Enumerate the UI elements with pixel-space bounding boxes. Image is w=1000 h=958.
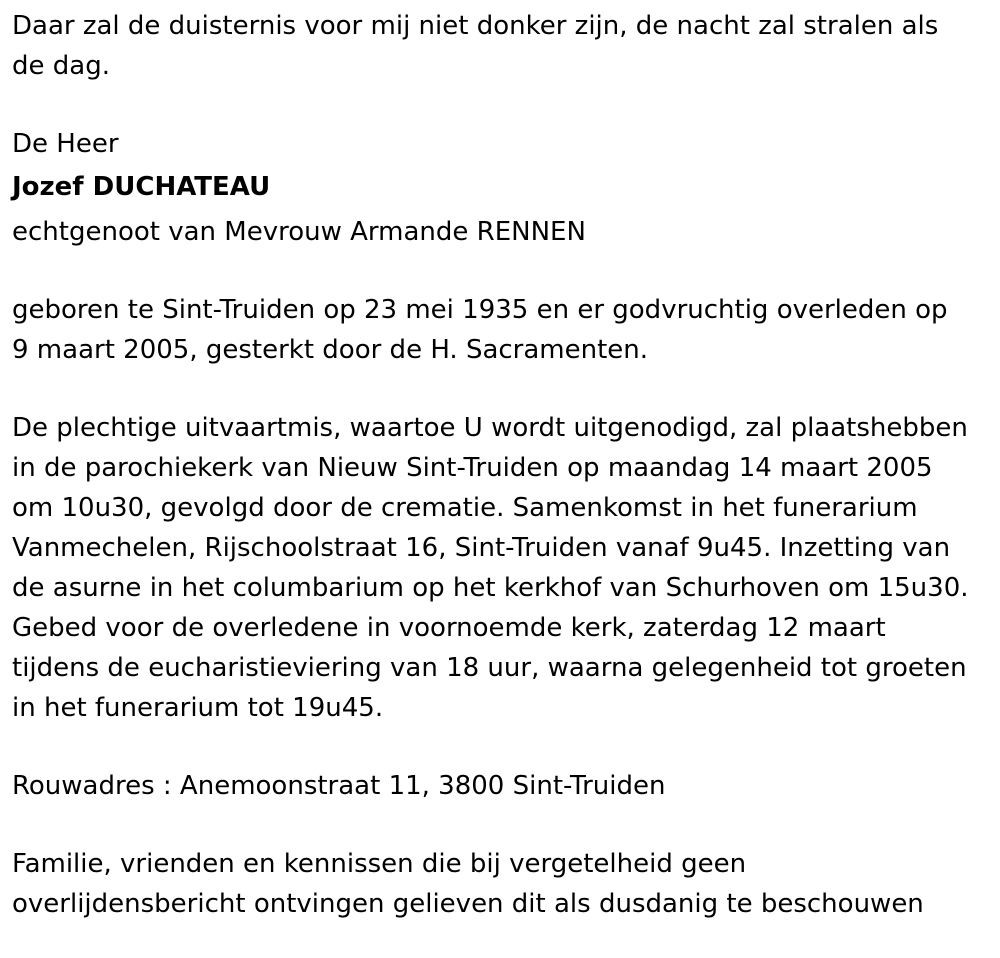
funeral-line: om 10u30, gevolgd door de crematie. Samenkomst in het funerarium (12, 493, 918, 523)
birth-death-line: geboren te Sint-Truiden op 23 mei 1935 en er godvruchtig overleden op (12, 295, 948, 325)
spouse-line: echtgenoot van Mevrouw Armande RENNEN (12, 217, 586, 247)
honorific: De Heer (12, 129, 119, 159)
funeral-line: tijdens de eucharistieviering van 18 uur, waarna gelegenheid tot groeten (12, 653, 967, 683)
funeral-line: Gebed voor de overledene in voornoemde kerk, zaterdag 12 maart (12, 613, 886, 643)
birth-death-line: 9 maart 2005, gesterkt door de H. Sacramenten. (12, 335, 649, 365)
closing-line: overlijdensbericht ontvingen gelieven dit als dusdanig te beschouwen (12, 889, 924, 919)
closing-line: Familie, vrienden en kennissen die bij vergetelheid geen (12, 849, 747, 879)
deceased-name: Jozef DUCHATEAU (12, 172, 271, 202)
funeral-line: in de parochiekerk van Nieuw Sint-Truiden op maandag 14 maart 2005 (12, 453, 933, 483)
funeral-paragraph (12, 408, 992, 728)
quote-line: Daar zal de duisternis voor mij niet donker zijn, de nacht zal stralen als (12, 11, 939, 41)
mourning-address: Rouwadres : Anemoonstraat 11, 3800 Sint-Truiden (12, 771, 666, 801)
funeral-line: Vanmechelen, Rijschoolstraat 16, Sint-Truiden vanaf 9u45. Inzetting van (12, 533, 951, 563)
funeral-line: in het funerarium tot 19u45. (12, 693, 384, 723)
quote-line: de dag. (12, 51, 110, 81)
funeral-line: De plechtige uitvaartmis, waartoe U wordt uitgenodigd, zal plaatshebben (12, 413, 968, 443)
funeral-line: de asurne in het columbarium op het kerkhof van Schurhoven om 15u30. (12, 573, 969, 603)
